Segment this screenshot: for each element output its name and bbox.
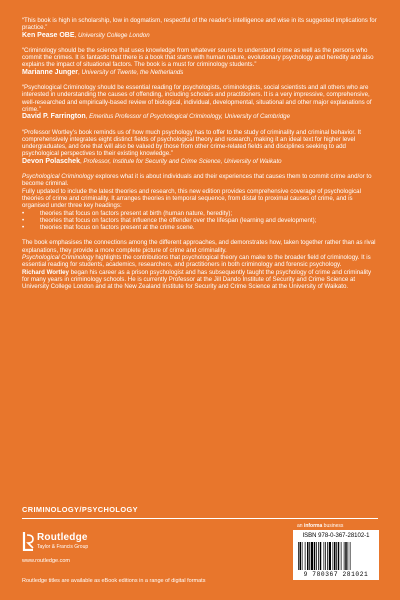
book-title-inline: Psychological Criminology: [22, 254, 94, 262]
barcode-bar: [318, 542, 319, 570]
informa-prefix: an: [297, 523, 304, 529]
barcode-bar: [311, 542, 313, 570]
theme-item: • theories that focus on factors present at the crime scene.: [22, 224, 378, 231]
informa-brand: informa: [303, 523, 323, 529]
endorsement-3: [22, 84, 378, 120]
intro-paragraph: [22, 173, 378, 188]
endorsement-attribution: Ken Pease OBE, University College London: [22, 31, 150, 39]
informa-suffix: business: [322, 523, 344, 529]
endorsement-text: “Psychological Criminology should be essential reading for psychologists, criminologists, social scientists and all others who are interested in understanding the causes of offending, including scholars and practitioners. It is a very impressive, comprehensive, well-researched and empirically-based review of biological, individual, developmental, situational and other major explanations of crime.”: [22, 84, 372, 113]
endorser-name: David P. Farrington: [22, 113, 86, 121]
endorsement-text: “This book is high in scholarship, low in dogmatism, respectful of the reader’s intelligence and wise in its suggested implications for practice.”: [22, 17, 377, 32]
book-title-inline: Psychological Criminology: [22, 173, 94, 181]
endorser-role: University College London: [77, 31, 150, 39]
routledge-logo-icon: [22, 531, 35, 551]
endorsement-4: [22, 129, 378, 165]
barcode-bar: [350, 542, 351, 570]
update-paragraph: Fully updated to include the latest theories and research, this new edition provides comprehensive coverage of psychological theories of crime and criminality. It arranges theories in temporal sequence, from distal to proximal causes of crime, and is organised under three key headings:: [22, 187, 361, 210]
endorsement-attribution: Marianne Junger, University of Twente, the Netherlands: [22, 68, 184, 76]
barcode-bar: [300, 542, 302, 570]
publisher-url[interactable]: www.routledge.com: [22, 558, 70, 564]
endorser-role: Emeritus Professor of Psychological Criminology, University of Cambridge: [89, 113, 290, 121]
cover-text: [22, 17, 378, 291]
barcode-bar: [320, 542, 322, 570]
connections-paragraph: The book emphasises the connections among the different approaches, and demonstrates how, taken together rather than as rival explanations, they provide a more complete picture of crime and criminality.: [22, 239, 376, 254]
endorsement-1: [22, 17, 378, 39]
barcode-bar: [307, 542, 309, 570]
barcode-bar: [329, 542, 331, 570]
isbn-label: ISBN 978-0-367-28102-1: [302, 533, 370, 539]
theme-list: [22, 210, 378, 232]
barcode-bar: [348, 542, 349, 570]
endorsement-attribution: Devon Polaschek, Professor, Institute for Security and Crime Science, University of Waikato: [22, 157, 282, 165]
author-name: Richard Wortley: [22, 268, 69, 276]
endorsement-text: “Criminology should be the science that uses knowledge from whatever source to understand crime as well as the persons who commit the crimes. It is fantastic that there is a book that starts with human nature, evolutionary psychology and heredity and also explains the impact of situational factors. The book is a must for criminology students.”: [22, 46, 374, 69]
publisher-logo: [22, 531, 142, 555]
highlight-paragraph: [22, 254, 378, 269]
endorsement-attribution: David P. Farrington, Emeritus Professor of Psychological Criminology, University of Cambridge: [22, 113, 290, 121]
divider: [22, 518, 378, 519]
theme-item: • theories that focus on factors that influence the offender over the lifespan (learning and development);: [22, 217, 378, 224]
barcode-bar: [336, 542, 337, 570]
barcode-bar: [327, 542, 328, 570]
barcode-bar: [334, 542, 336, 570]
barcode-bar: [298, 542, 299, 570]
barcode-bar: [325, 542, 326, 570]
endorsement-text: “Professor Wortley’s book reminds us of how much psychology has to offer to the study of criminality and criminal behavior. It comprehensively integrates eight distinct fields of psychological theory and research, making it an ideal text for higher level undergraduates, and one that will also be valued by those from other crime-related fields and disciplines seeking to add psychological perspectives to their existing knowledge.”: [22, 128, 361, 158]
ebook-note: Routledge titles are available as eBook editions in a range of digital formats: [22, 578, 206, 584]
barcode-bar: [333, 542, 334, 570]
barcode-bar: [324, 542, 325, 570]
barcode-panel: [293, 530, 379, 580]
endorser-name: Devon Polaschek: [22, 157, 80, 165]
author-bio: [22, 269, 378, 291]
intro-text: explores what it is about individuals and their experiences that causes them to commit crime and/or to become criminal.: [22, 173, 372, 188]
endorsement-2: [22, 47, 378, 76]
barcode-bar: [314, 542, 316, 570]
informa-tagline: [297, 523, 343, 529]
endorser-role: Professor, Institute for Security and Crime Science, University of Waikato: [83, 157, 282, 165]
endorser-role: University of Twente, the Netherlands: [81, 68, 184, 76]
endorser-name: Marianne Junger: [22, 68, 79, 76]
publisher-name: Routledge: [37, 532, 88, 543]
barcode-digits: 9 780367 281021: [303, 571, 369, 578]
theme-item: • theories that focus on factors present at birth (human nature, heredity);: [22, 210, 378, 217]
barcode-bar: [345, 542, 347, 570]
barcode-bar: [344, 542, 345, 570]
endorser-name: Ken Pease OBE: [22, 31, 75, 39]
barcode-bar: [316, 542, 317, 570]
publisher-group: Taylor & Francis Group: [37, 544, 89, 550]
highlight-text: highlights the contributions that psychological theory can make to the broader field of criminology. It is essential reading for students, academics, researchers, and practitioners in both criminology and forensic psychology.: [22, 254, 371, 269]
subject-category: CRIMINOLOGY/PSYCHOLOGY: [22, 505, 138, 514]
barcode-bar: [305, 542, 306, 570]
barcode-icon: [298, 542, 374, 570]
author-bio-text: began his career as a prison psychologist and has subsequently taught the psychology of crime and criminality for many years in criminology schools. He is currently Professor at the Jill Dando Institute of Security and Crime Science at University College London and at the New Zealand Institute for Security and Crime Science at the University of Waikato.: [22, 268, 372, 291]
barcode-bar: [309, 542, 310, 570]
barcode-bar: [302, 542, 303, 570]
barcode-bar: [338, 542, 340, 570]
barcode-bar: [341, 542, 342, 570]
